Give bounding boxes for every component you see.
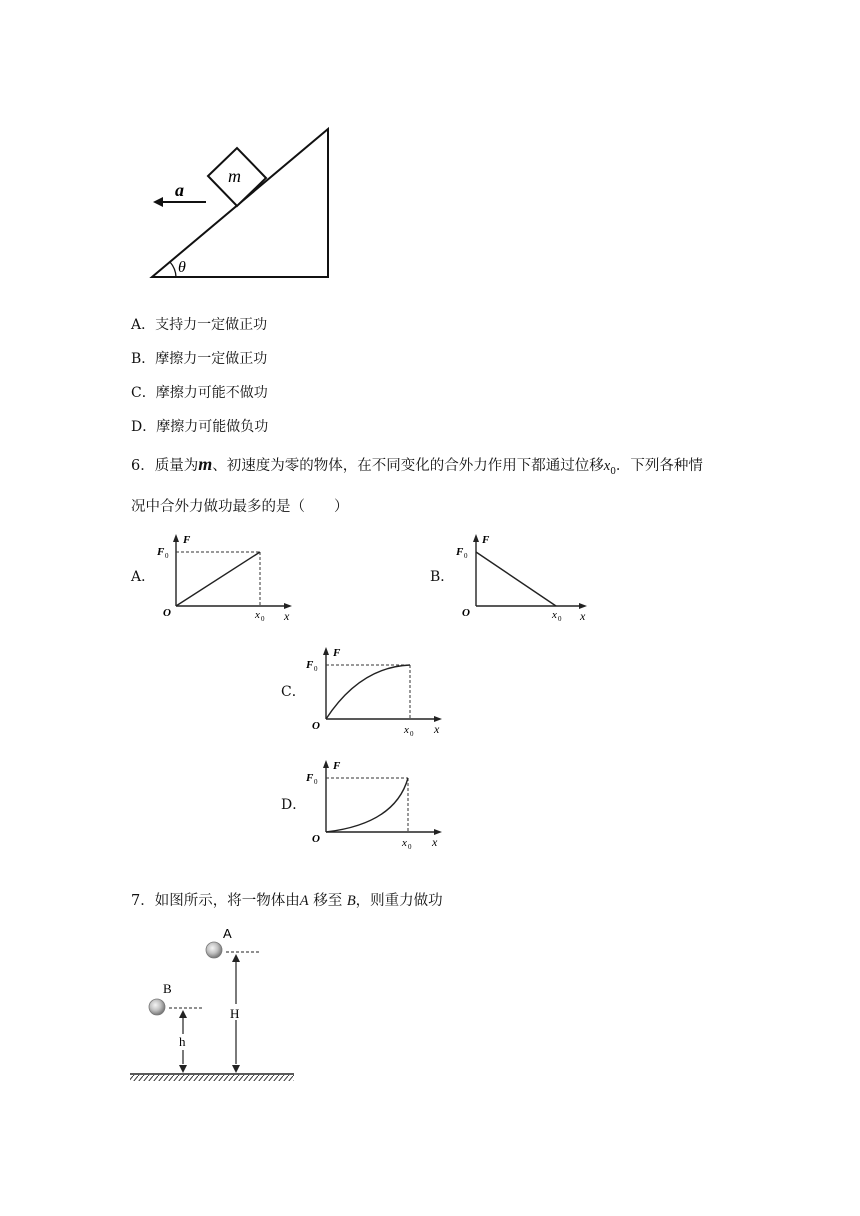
x0-subscript: 0 xyxy=(558,615,562,623)
label-h-big: H xyxy=(230,1006,240,1021)
question-text: 况中合外力做功最多的是（ ） xyxy=(131,499,349,515)
label-b: B xyxy=(163,981,172,996)
x0-label: x xyxy=(552,609,557,621)
displacement-subscript: 0 xyxy=(610,466,616,477)
f0-label: F xyxy=(306,772,314,784)
displacement-symbol: x xyxy=(603,458,611,474)
x0-subscript: 0 xyxy=(410,730,414,738)
graph-a xyxy=(150,530,300,625)
force-curve xyxy=(476,552,556,606)
option-letter: B． xyxy=(131,351,156,367)
mass-label: m xyxy=(228,166,241,186)
graph-b-label: B． xyxy=(430,569,455,585)
f0-subscript: 0 xyxy=(464,552,468,560)
option-text: 摩擦力可能不做功 xyxy=(155,385,268,401)
y-axis-label: F xyxy=(183,534,191,546)
graph-c-label: C． xyxy=(281,684,306,700)
force-curve xyxy=(326,665,410,719)
origin-label: O xyxy=(312,720,320,732)
origin-label: O xyxy=(163,607,171,619)
ball-b xyxy=(149,999,165,1015)
option-letter: D． xyxy=(131,419,157,435)
angle-arc xyxy=(170,262,176,277)
origin-label: O xyxy=(462,607,470,619)
incline-figure xyxy=(140,120,340,285)
option-c xyxy=(131,384,268,402)
f0-label: F xyxy=(157,546,165,558)
acceleration-label: a xyxy=(175,180,184,200)
f0-subscript: 0 xyxy=(314,665,318,673)
option-letter: C． xyxy=(131,385,156,401)
mass-symbol: m xyxy=(198,454,213,474)
graph-a-label: A． xyxy=(131,569,156,585)
angle-label: θ xyxy=(178,259,186,276)
question-6-line-1 xyxy=(131,454,703,477)
f0-subscript: 0 xyxy=(165,552,169,560)
force-curve xyxy=(176,552,260,606)
graph-b xyxy=(450,530,600,625)
option-letter: A． xyxy=(131,317,156,333)
label-h-small: h xyxy=(179,1034,186,1049)
f0-label: F xyxy=(456,546,464,558)
graph-d xyxy=(300,756,450,851)
x0-label: x xyxy=(255,609,260,621)
y-axis-label: F xyxy=(482,534,490,546)
option-b xyxy=(131,350,267,368)
option-text: 摩擦力可能做负功 xyxy=(156,419,269,435)
y-axis-label: F xyxy=(333,647,341,659)
question-number: 7． xyxy=(131,893,155,909)
option-d xyxy=(131,418,268,436)
ball-a xyxy=(206,942,222,958)
origin-label: O xyxy=(312,833,320,845)
f0-subscript: 0 xyxy=(314,778,318,786)
x-axis-label: x xyxy=(434,722,440,736)
x0-label: x xyxy=(404,724,409,736)
question-text: 、初速度为零的物体，在不同变化的合外力作用下都通过位移 xyxy=(212,458,604,474)
y-axis-label: F xyxy=(333,760,341,772)
x0-subscript: 0 xyxy=(408,843,412,851)
question-text: 质量为 xyxy=(154,458,199,474)
force-curve xyxy=(326,778,408,832)
x0-subscript: 0 xyxy=(261,615,265,623)
question-text: 如图所示，将一物体由 xyxy=(154,893,300,909)
question-text: ，则重力做功 xyxy=(355,893,443,909)
question-text: 移至 xyxy=(313,893,343,909)
option-a xyxy=(131,316,267,334)
question-number: 6． xyxy=(131,458,155,474)
option-text: 摩擦力一定做正功 xyxy=(155,351,268,367)
point-a-symbol: A xyxy=(299,893,309,909)
question-6-line-2 xyxy=(131,495,349,516)
point-b-symbol: B xyxy=(346,893,356,909)
height-figure xyxy=(128,920,300,1088)
x0-label: x xyxy=(402,837,407,849)
x-axis-label: x xyxy=(284,609,290,623)
ground-hatch xyxy=(130,1075,294,1081)
label-a: A xyxy=(223,926,232,941)
question-7 xyxy=(131,889,443,910)
graph-c xyxy=(300,643,450,738)
option-text: 支持力一定做正功 xyxy=(155,317,268,333)
question-text: ．下列各种情 xyxy=(615,458,703,474)
f0-label: F xyxy=(306,659,314,671)
x-axis-label: x xyxy=(580,609,586,623)
graph-d-label: D． xyxy=(281,797,307,813)
x-axis-label: x xyxy=(432,835,438,849)
